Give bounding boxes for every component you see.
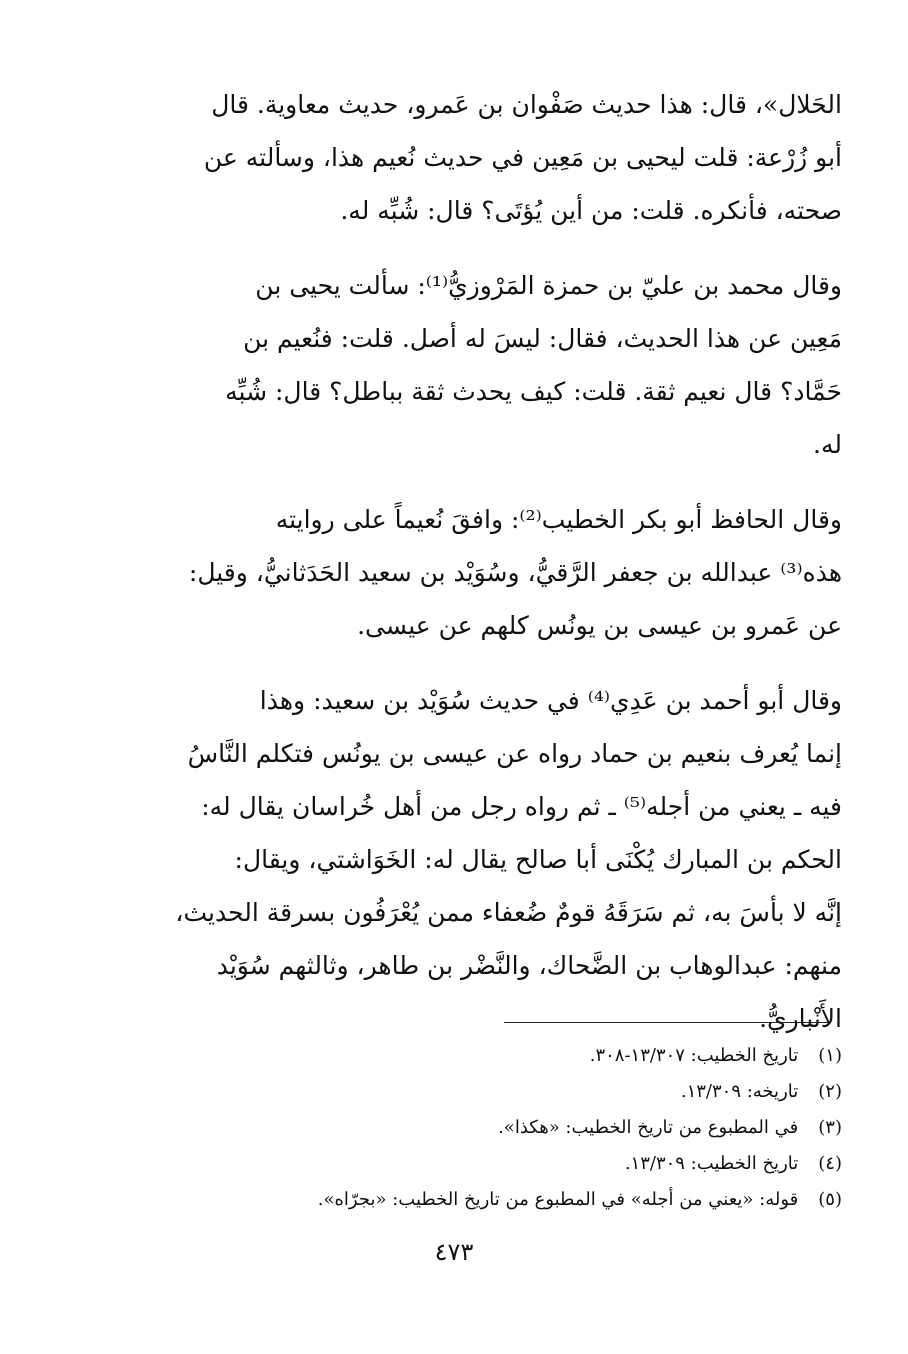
paragraph-3 — [118, 493, 842, 652]
footnote-2 — [118, 1074, 842, 1110]
paragraph-2 — [118, 259, 842, 471]
footnote-text: تاريخه: ١٣/٣٠٩. — [680, 1081, 799, 1102]
text-line: الحكم بن المبارك يُكْنَى أبا صالح يقال له: الخَوَاشتي، ويقال: — [234, 845, 842, 874]
page-number: ٤٧٣ — [434, 1238, 474, 1266]
text-line: حَمَّاد؟ قال نعيم ثقة. قلت: كيف يحدث ثقة بباطل؟ قال: شُبِّه — [225, 377, 842, 406]
footnote-divider — [504, 1022, 830, 1023]
paragraph-1 — [118, 78, 842, 237]
footnote-1 — [118, 1038, 842, 1074]
text-line: إنما يُعرف بنعيم بن حماد رواه عن عيسى بن يونُس فتكلم النَّاسُ — [187, 739, 842, 768]
footnote-number: (١) — [818, 1045, 842, 1066]
footnote-text: تاريخ الخطيب: ١٣/٣٠٩. — [624, 1153, 799, 1174]
text-line: إنَّه لا بأسَ به، ثم سَرَقَهُ قومٌ ضُعفاء ممن يُعْرَفُون بسرقة الحديث، — [175, 898, 842, 927]
footnote-text: في المطبوع من تاريخ الخطيب: «هكذا». — [498, 1117, 799, 1138]
text-line: وقال محمد بن عليّ بن حمزة المَرْوزيُّ⁽¹⁾: سألت يحيى بن — [255, 271, 842, 300]
footnote-number: (٥) — [818, 1189, 842, 1210]
footnote-number: (٤) — [818, 1153, 842, 1174]
footnote-5 — [118, 1182, 842, 1218]
text-line: له. — [813, 430, 842, 459]
footnotes — [118, 1038, 842, 1218]
footnote-text: قوله: «يعني من أجله» في المطبوع من تاريخ الخطيب: «بجرّاه». — [317, 1189, 799, 1210]
footnote-number: (٢) — [818, 1081, 842, 1102]
text-line: فيه ـ يعني من أجله⁽⁵⁾ ـ ثم رواه رجل من أهل خُراسان يقال له: — [201, 792, 842, 821]
text-line: الحَلال»، قال: هذا حديث صَفْوان بن عَمرو، حديث معاوية. قال — [211, 90, 842, 119]
text-line: هذه⁽³⁾ عبدالله بن جعفر الرَّقيُّ، وسُوَيْد بن سعيد الحَدَثانيُّ، وقيل: — [188, 558, 842, 587]
text-line: عن عَمرو بن عيسى بن يونُس كلهم عن عيسى. — [357, 611, 842, 640]
text-line: أبو زُرْعة: قلت ليحيى بن مَعِين في حديث نُعيم هذا، وسألته عن — [203, 143, 842, 172]
main-text — [118, 78, 842, 1067]
text-line: وقال أبو أحمد بن عَدِي⁽⁴⁾ في حديث سُوَيْد بن سعيد: وهذا — [259, 686, 842, 715]
text-line: مَعِين عن هذا الحديث، فقال: ليسَ له أصل. قلت: فنُعيم بن — [243, 324, 842, 353]
paragraph-4 — [118, 674, 842, 1045]
footnote-4 — [118, 1146, 842, 1182]
text-line: منهم: عبدالوهاب بن الضَّحاك، والنَّضْر بن طاهر، وثالثهم سُوَيْد — [216, 951, 842, 980]
footnote-number: (٣) — [818, 1117, 842, 1138]
footnote-text: تاريخ الخطيب: ١٣/٣٠٧-٣٠٨. — [589, 1045, 799, 1066]
text-line: الأَنْباريُّ. — [759, 1004, 842, 1033]
text-line: وقال الحافظ أبو بكر الخطيب⁽²⁾: وافقَ نُعيماً على روايته — [275, 505, 842, 534]
text-line: صحته، فأنكره. قلت: من أين يُؤتَى؟ قال: شُبِّه له. — [340, 196, 842, 225]
footnote-3 — [118, 1110, 842, 1146]
